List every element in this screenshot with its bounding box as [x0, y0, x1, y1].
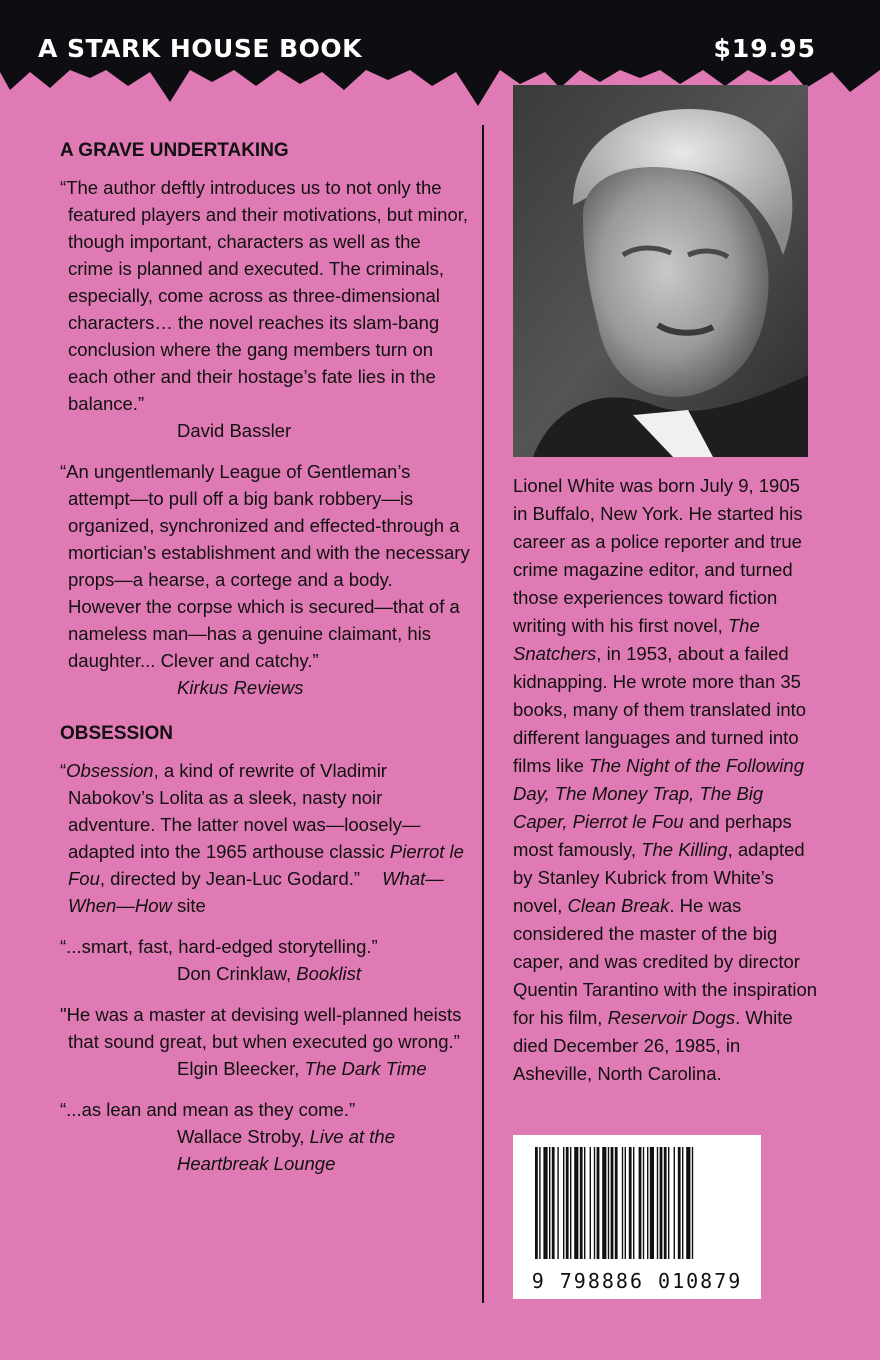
quote-text: "He was a master at devising well-planned heists that sound great, but when executed go wrong.” [60, 1004, 462, 1052]
barcode-bar [668, 1147, 669, 1259]
bio-title: The Snatchers [513, 615, 760, 664]
quote-author: Don Crinklaw, [177, 963, 297, 984]
barcode-bar [686, 1147, 690, 1259]
bio-title: The Killing [641, 839, 728, 860]
bio-text: . White died December 26, 1985, in Asheville, North Carolina. [513, 1007, 793, 1084]
barcode-bar [557, 1147, 558, 1259]
review-quote [60, 174, 470, 444]
book-title: Obsession [66, 760, 154, 781]
barcode-bar [629, 1147, 632, 1259]
barcode-bar [584, 1147, 585, 1259]
barcode-bar [625, 1147, 626, 1259]
barcode-bar [580, 1147, 583, 1259]
barcode-bar [657, 1147, 658, 1259]
barcode-bar [660, 1147, 663, 1259]
bio-text: . He was considered the master of the big caper, and was credited by director Quentin Tarantino with the inspiration for his film, [513, 895, 818, 1028]
quote-publication: Live at the Heartbreak Lounge [177, 1126, 396, 1174]
barcode-bar [594, 1147, 595, 1259]
barcode-bar [543, 1147, 547, 1259]
barcode-bar [674, 1147, 675, 1259]
review-quote [60, 933, 470, 987]
section-heading-obsession: OBSESSION [60, 723, 173, 744]
barcode-bar [566, 1147, 569, 1259]
quote-text-part: , directed by Jean-Luc Godard.” [99, 868, 361, 889]
quote-attribution: David Bassler [177, 420, 292, 441]
author-biography [513, 472, 818, 1088]
barcode-bar [597, 1147, 600, 1259]
barcode-bar [692, 1147, 693, 1259]
review-quote [60, 1096, 470, 1177]
publisher-label: A STARK HOUSE BOOK [38, 34, 363, 63]
quote-source-suffix: site [171, 895, 206, 916]
quote-text: “...smart, fast, hard-edged storytelling.” [60, 936, 378, 957]
author-photo [513, 85, 808, 457]
bio-title: Clean Break [567, 895, 670, 916]
quote-open: “ [60, 760, 67, 781]
barcode-bar [622, 1147, 623, 1259]
quote-source: What—When—How [68, 868, 444, 916]
barcode-bar [539, 1147, 540, 1259]
bio-title: Reservoir Dogs [607, 1007, 736, 1028]
quote-attribution: Kirkus Reviews [177, 677, 304, 698]
quote-attribution [60, 960, 470, 987]
barcode-bar [664, 1147, 667, 1259]
bio-text: and perhaps most famously, [513, 811, 792, 860]
barcode-bar [678, 1147, 681, 1259]
quote-attribution [60, 1123, 470, 1177]
barcode-bar [590, 1147, 591, 1259]
isbn-number: 9 798886 010879 [531, 1269, 743, 1293]
barcode-bar [574, 1147, 578, 1259]
review-quote [60, 458, 470, 701]
column-divider [482, 125, 484, 1303]
section-heading-grave-undertaking: A GRAVE UNDERTAKING [60, 140, 289, 161]
quote-text [60, 757, 470, 919]
bio-text: , in 1953, about a failed kidnapping. He wrote more than 35 books, many of them translated into different languages and turned into films like [513, 643, 807, 776]
reviews-column [60, 140, 470, 1191]
quote-attribution [60, 1055, 470, 1082]
quote-author: Elgin Bleecker, [177, 1058, 305, 1079]
barcode-bar [611, 1147, 614, 1259]
barcode-bar [615, 1147, 618, 1259]
review-quote [60, 1001, 470, 1082]
quote-publication: Booklist [296, 963, 362, 984]
barcode-bar [602, 1147, 606, 1259]
bio-title: The Night of the Following Day, The Money Trap, The Big Caper, Pierrot le Fou [513, 755, 804, 832]
price-label: $19.95 [713, 34, 816, 63]
review-quote [60, 757, 470, 919]
quote-text-part: , a kind of rewrite of Vladimir Nabokov’s Lolita as a sleek, nasty noir adventure. The latter novel was—loosely—adapted into the 1965 arthouse classic [68, 760, 421, 862]
barcode-bar [535, 1147, 538, 1259]
barcode-bar [647, 1147, 648, 1259]
barcode-bar [570, 1147, 571, 1259]
barcode-bar [549, 1147, 550, 1259]
quote-text: “The author deftly introduces us to not only the featured players and their motivations, but minor, though important, characters as well as the crime is planned and executed. The criminals, especially, come across as three-dimensional characters… the novel reaches its slam-bang conclusion where the gang members turn on each other and their hostage’s fate lies in the balance.” [60, 177, 469, 414]
author-portrait-image [513, 85, 808, 457]
film-title: Pierrot le Fou [68, 841, 464, 889]
barcode-bar [633, 1147, 634, 1259]
barcode-bar [639, 1147, 642, 1259]
barcode-bar [563, 1147, 564, 1259]
bio-text: , adapted by Stanley Kubrick from White’s novel, [513, 839, 805, 916]
barcode-bar [608, 1147, 609, 1259]
isbn-barcode [513, 1135, 761, 1299]
barcode-bar [552, 1147, 555, 1259]
barcode-bar [682, 1147, 683, 1259]
quote-publication: The Dark Time [304, 1058, 427, 1079]
bio-text: Lionel White was born July 9, 1905 in Buffalo, New York. He started his career as a police reporter and true crime magazine editor, and turned those experiences toward fiction writing with his first novel, [513, 475, 803, 636]
quote-text: “...as lean and mean as they come.” [60, 1099, 356, 1120]
quote-text: “An ungentlemanly League of Gentleman’s attempt—to pull off a big bank robbery—is organized, synchronized and effected-through a mortician’s establishment and with the necessary props—a hearse, a cortege and a body. However the corpse which is secured—that of a nameless man—has a genuine claimant, his daughter... Clever and catchy.” [60, 461, 470, 671]
quote-author: Wallace Stroby, [177, 1126, 310, 1147]
barcode-bar [643, 1147, 644, 1259]
barcode-bar [650, 1147, 654, 1259]
